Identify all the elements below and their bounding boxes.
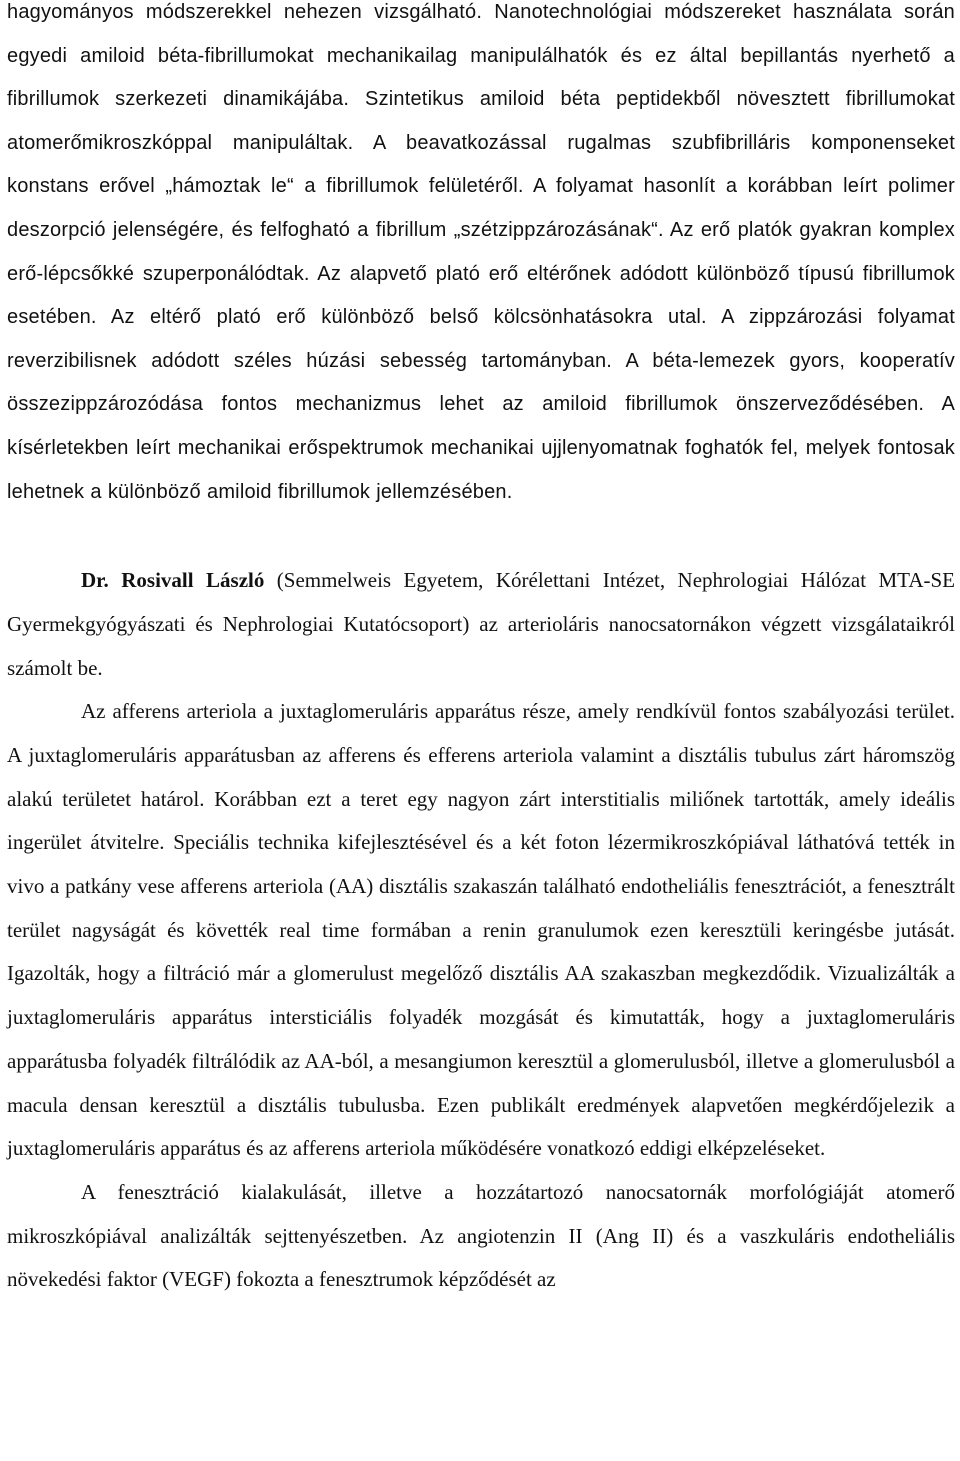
paragraph-gap — [7, 514, 955, 559]
paragraph-amyloid-fibrils: hagyományos módszerekkel nehezen vizsgálható. Nanotechnológiai módszereket használata során egyedi amiloid béta-fibrillumokat mechanikailag manipulálhatók és ez által bepillantás nyerhető a fibrillumok szerkezeti dinamikájába. Szintetikus amiloid béta peptidekből növesztett fibrillumokat atomerőmikroszkóppal manipuláltak. A beavatkozással rugalmas szubfibrilláris komponenseket konstans erővel „hámoztak le“ a fibrillumok felületéről. A folyamat hasonlít a korábban leírt polimer deszorpció jelenségére, és felfogható a fibrillum „szétzippzározásának“. Az erő platók gyakran komplex erő-lépcsőkké szuperponálódtak. Az alapvető plató erő eltérőnek adódott különböző típusú fibrillumok esetében. Az eltérő plató erő különböző belső kölcsönhatásokra utal. A zippzározási folyamat reverzibilisnek adódott széles húzási sebesség tartományban. A béta-lemezek gyors, kooperatív összezippzározódása fontos mechanizmus lehet az amiloid fibrillumok önszerveződésében. A kísérletekben leírt mechanikai erőspektrumok mechanikai ujjlenyomatnak foghatók fel, melyek fontosak lehetnek a különböző amiloid fibrillumok jellemzésében. — [7, 1, 955, 503]
speaker-name: Rosivall László — [121, 568, 265, 593]
paragraph-afferent-arteriole: Az afferens arteriola a juxtaglomeruláris apparátus része, amely rendkívül fontos szabályozási terület. A juxtaglomeruláris apparátusban az afferens és efferens arteriola valamint a disztális tubulus zárt háromszög alakú területet határol. Korábban ezt a teret egy nagyon zárt interstitialis miliőnek tartották, amely ideális ingerület átvitelre. Speciális technika kifejlesztésével és a két foton lézermikroszkópiával láthatóvá tették in vivo a patkány vese afferens arteriola (AA) disztális szakaszán található endotheliális fenesztrációt, a fenesztrált terület nagyságát és követték real time formában a renin granulumok ezen keresztüli keringésbe jutását. Igazolták, hogy a filtráció már a glomerulust megelőző disztális AA szakaszban megkezdődik. Vizualizálták a juxtaglomeruláris apparátus intersticiális folyadék mozgását és kimutatták, hogy a juxtaglomeruláris apparátusba folyadék filtrálódik az AA-ból, a mesangiumon keresztül a glomerulusból, illetve a glomerulusból a macula densan keresztül a disztális tubulusba. Ezen publikált eredmények alapvetően megkérdőjelezik a juxtaglomeruláris apparátus és az afferens arteriola működésére vonatkozó eddigi elképzeléseket. — [7, 699, 955, 1161]
speaker-affiliation: (Semmelweis Egyetem, Kórélettani Intézet, Nephrologiai Hálózat MTA-SE Gyermekgyógyászati és Nephrologiai Kutatócsoport) az arterioláris nanocsatornákon végzett vizsgálataikról számolt be. — [7, 568, 955, 680]
speaker-title: Dr. — [81, 568, 109, 593]
document-page — [7, 0, 955, 1302]
paragraph-speaker-intro — [7, 559, 955, 690]
paragraph-fenestration: A fenesztráció kialakulását, illetve a hozzátartozó nanocsatornák morfológiáját atomerő mikroszkópiával analizálták sejttenyészetben. Az angiotenzin II (Ang II) és a vaszkuláris endotheliális növekedési faktor (VEGF) fokozta a fenesztrumok képződését az — [7, 1179, 955, 1292]
